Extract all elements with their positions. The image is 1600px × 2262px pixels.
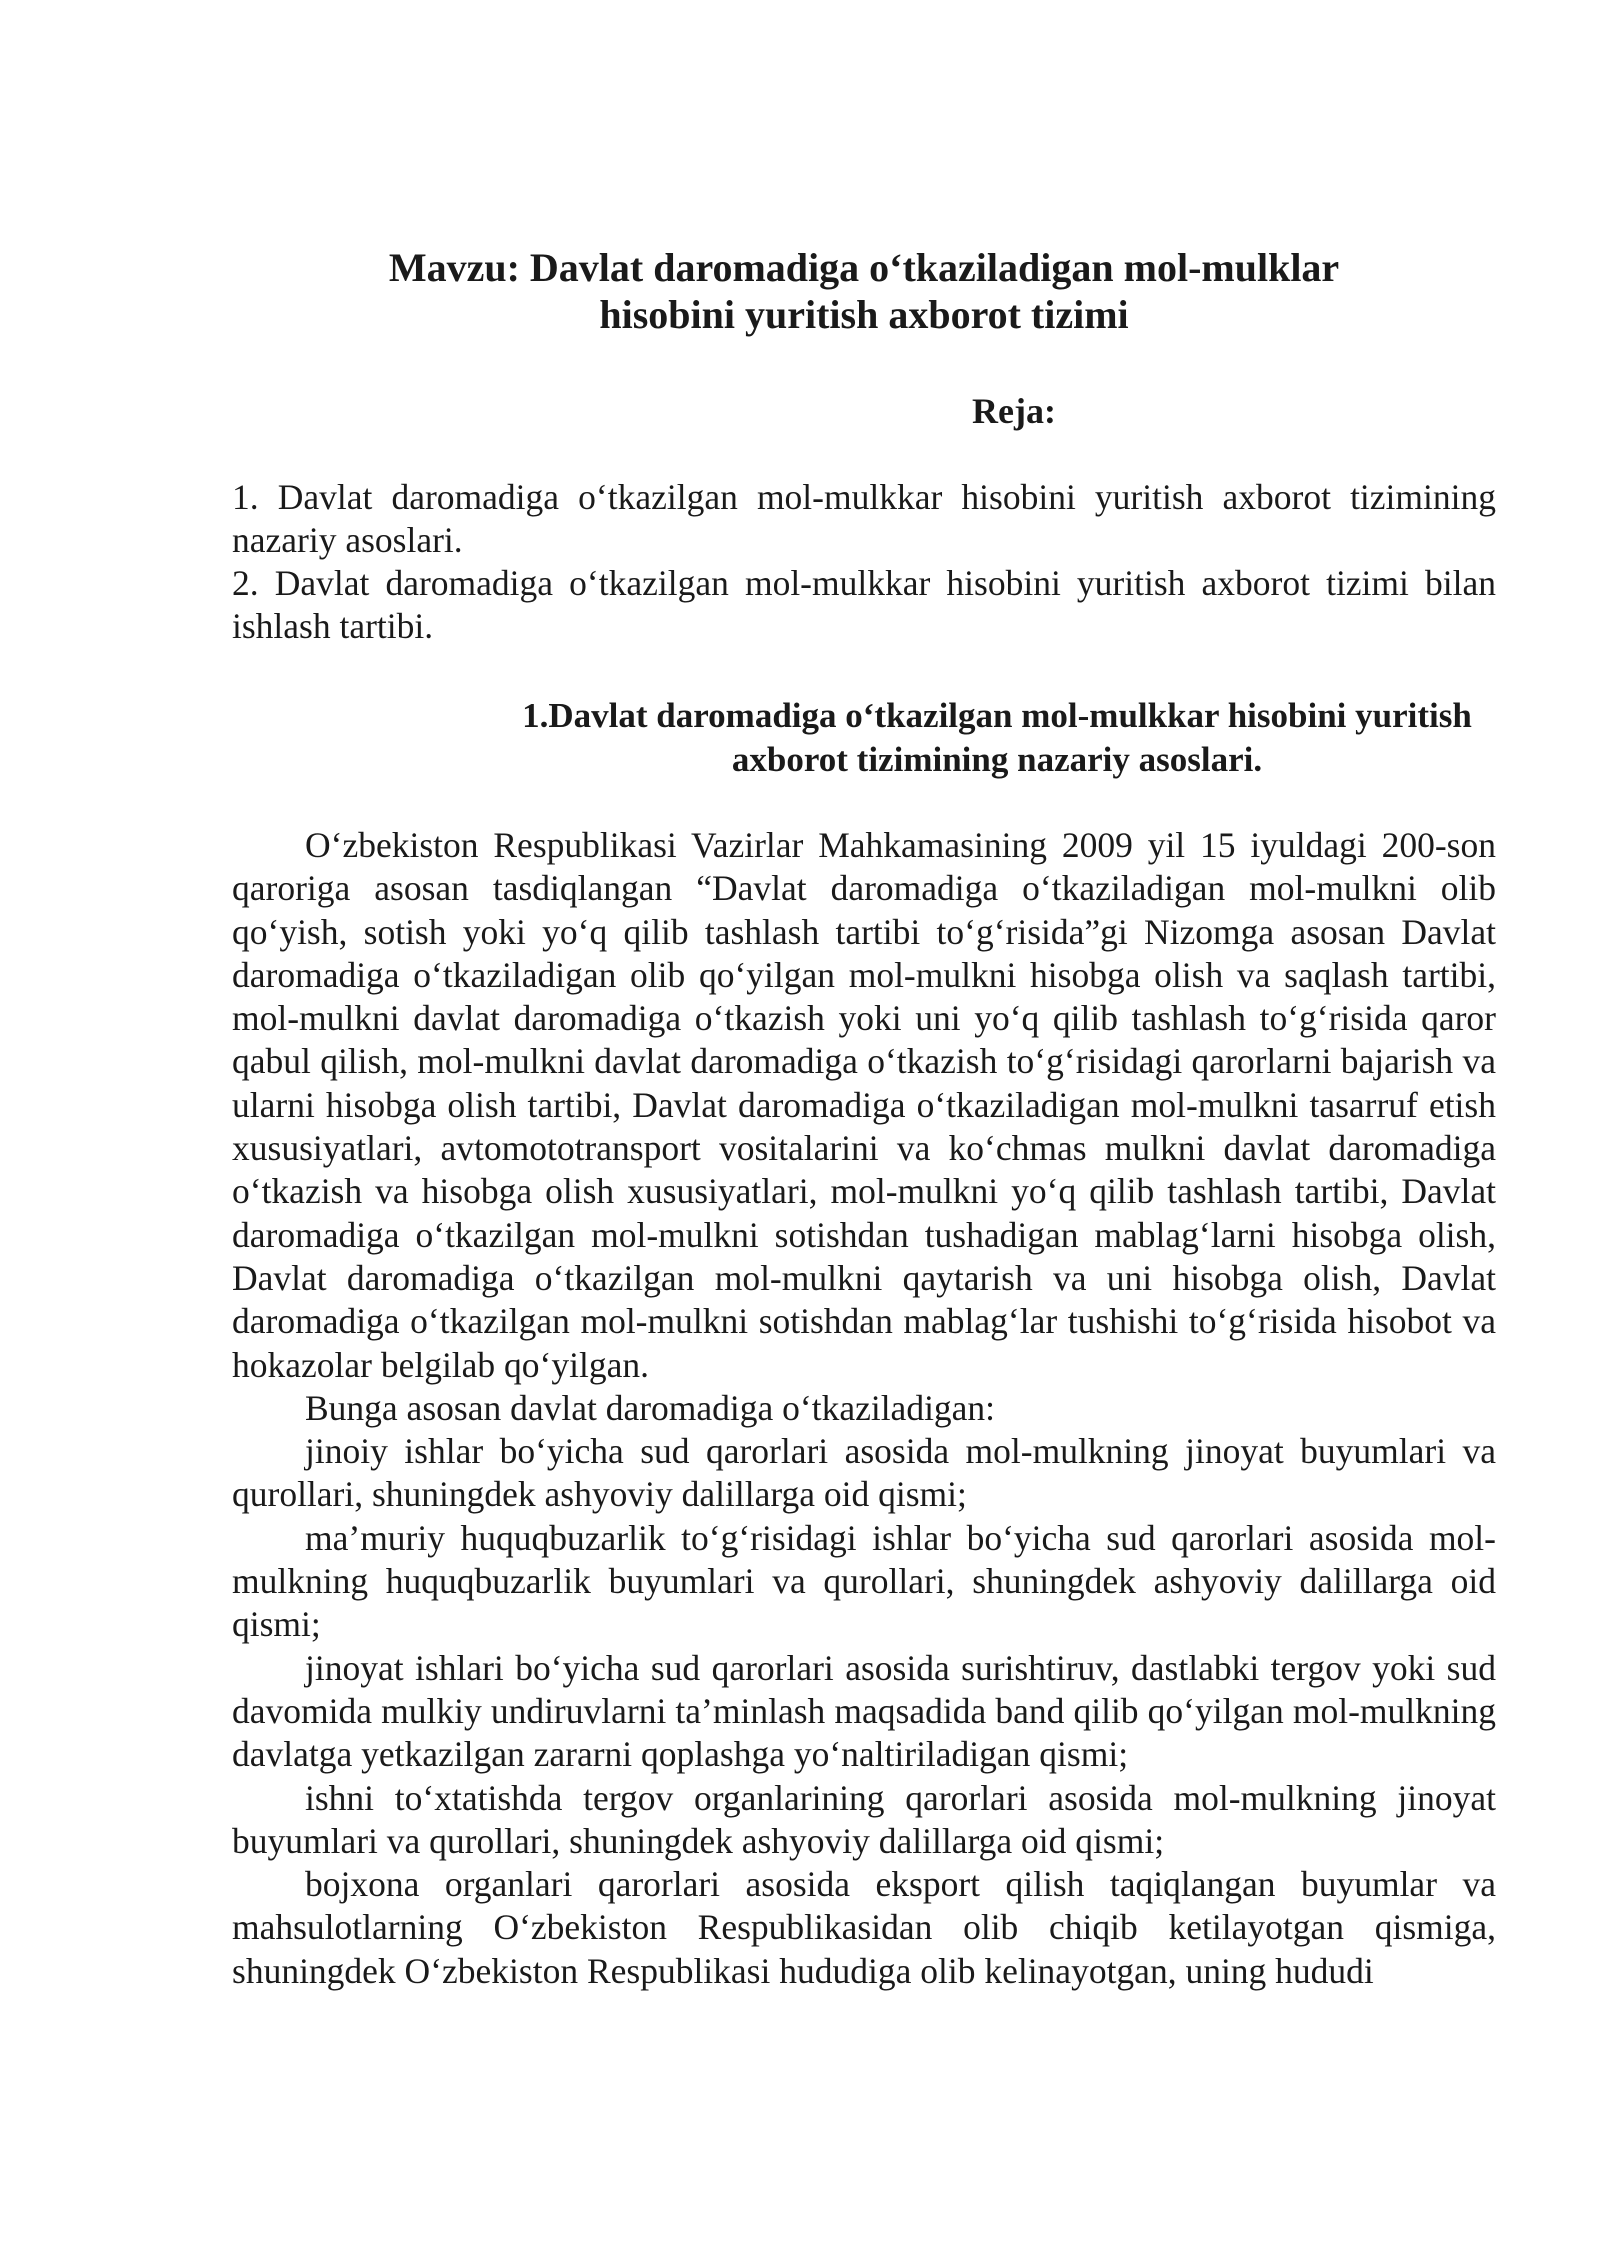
body-paragraph-1: O‘zbekiston Respublikasi Vazirlar Mahkamasining 2009 yil 15 iyuldagi 200-son qaroriga asosan tasdiqlangan “Davlat daromadiga o‘tkaziladigan mol-mulkni olib qo‘yish, sotish yoki yo‘q qilib tashlash tartibi to‘g‘risida”gi Nizomga asosan Davlat daromadiga o‘tkaziladigan olib qo‘yilgan mol-mulkni hisobga olish va saqlash tartibi, mol-mulkni davlat daromadiga o‘tkazish yoki uni yo‘q qilib tashlash to‘g‘risida qaror qabul qilish, mol-mulkni davlat daromadiga o‘tkazish to‘g‘risidagi qarorlarni bajarish va ularni hisobga olish tartibi, Davlat daromadiga o‘tkaziladigan mol-mulkni tasarruf etish xususiyatlari, avtomototransport vositalarini va ko‘chmas mulkni davlat daromadiga o‘tkazish va hisobga olish xususiyatlari, mol-mulkni yo‘q qilib tashlash tartibi, Davlat daromadiga o‘tkazilgan mol-mulkni sotishdan tushadigan mablag‘larni hisobga olish, Davlat daromadiga o‘tkazilgan mol-mulkni qaytarish va uni hisobga olish, Davlat daromadiga o‘tkazilgan mol-mulkni sotishdan mablag‘lar tushishi to‘g‘risida hisobot va hokazolar belgilab qo‘yilgan. bbox=[232, 825, 1496, 1385]
plan-list bbox=[232, 476, 1496, 648]
section-body bbox=[232, 824, 1496, 1993]
body-paragraph-6: ishni to‘xtatishda tergov organlarining qarorlari asosida mol-mulkning jinoyat buyumlari va qurollari, shuningdek ashyoviy dalillarga oid qismi; bbox=[232, 1777, 1496, 1861]
document-title bbox=[232, 244, 1496, 338]
body-paragraph-3: jinoiy ishlar bo‘yicha sud qarorlari asosida mol-mulkning jinoyat buyumlari va qurollari, shuningdek ashyoviy dalillarga oid qismi; bbox=[232, 1431, 1496, 1515]
body-paragraph-5: jinoyat ishlari bo‘yicha sud qarorlari asosida surishtiruv, dastlabki tergov yoki sud davomida mulkiy undiruvlarni ta’minlash maqsadida band qilib qo‘yilgan mol-mulkning davlatga yetkazilgan zararni qoplashga yo‘naltiriladigan qismi; bbox=[232, 1647, 1496, 1775]
plan-heading bbox=[232, 389, 1496, 433]
title-line-1: Mavzu: Davlat daromadiga o‘tkaziladigan mol-mulklar bbox=[388, 245, 1340, 290]
plan-item-1: 1. Davlat daromadiga o‘tkazilgan mol-mulkkar hisobini yuritish axborot tizimining nazariy asoslari. bbox=[232, 477, 1496, 560]
plan-item-2: 2. Davlat daromadiga o‘tkazilgan mol-mulkkar hisobini yuritish axborot tizimi bilan ishlash tartibi. bbox=[232, 563, 1496, 646]
section-heading bbox=[232, 694, 1496, 782]
body-paragraph-2: Bunga asosan davlat daromadiga o‘tkaziladigan: bbox=[305, 1387, 996, 1428]
body-paragraph-4: ma’muriy huquqbuzarlik to‘g‘risidagi ishlar bo‘yicha sud qarorlari asosida mol-mulkning huquqbuzarlik buyumlari va qurollari, shuningdek ashyoviy dalillarga oid qismi; bbox=[232, 1517, 1496, 1645]
section-heading-line-1: 1.Davlat daromadiga o‘tkazilgan mol-mulkkar hisobini yuritish bbox=[522, 696, 1472, 735]
title-line-2: hisobini yuritish axborot tizimi bbox=[599, 292, 1129, 337]
body-paragraph-7: bojxona organlari qarorlari asosida eksport qilish taqiqlangan buyumlar va mahsulotlarning O‘zbekiston Respublikasidan olib chiqib ketilayotgan qismiga, shuningdek O‘zbekiston Respublikasi hududiga olib kelinayotgan, uning hududi bbox=[232, 1864, 1496, 1991]
plan-heading-text: Reja: bbox=[972, 391, 1056, 431]
section-heading-line-2: axborot tizimining nazariy asoslari. bbox=[731, 740, 1263, 779]
